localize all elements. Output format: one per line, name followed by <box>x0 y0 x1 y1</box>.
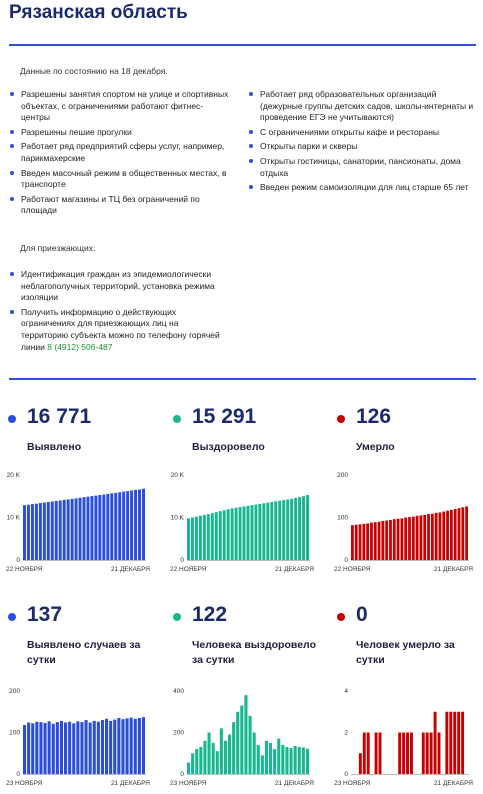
chart-bar <box>105 719 108 774</box>
chart-bar <box>454 509 457 560</box>
divider-top <box>9 44 476 46</box>
chart-bar <box>290 748 293 774</box>
chart-bar <box>52 724 55 774</box>
chart-bar <box>207 514 210 560</box>
chart-bar <box>31 723 34 774</box>
chart-bar <box>97 722 100 774</box>
x-tick-label-end: 21 ДЕКАБРЯ <box>274 780 314 787</box>
chart-bar <box>294 498 297 560</box>
chart-bar <box>431 514 434 560</box>
chart-bar <box>56 722 59 774</box>
chart-bar <box>381 521 384 560</box>
y-tick-label: 0 <box>180 557 184 564</box>
chart-bar <box>138 489 141 560</box>
chart-bar <box>138 718 141 774</box>
chart-bar <box>269 743 272 774</box>
y-tick-label: 400 <box>173 688 184 695</box>
stat-died-daily <box>337 603 477 673</box>
chart-bar <box>261 755 264 774</box>
chart-bar <box>262 503 265 560</box>
chart-bar <box>51 502 54 560</box>
chart-bar <box>374 522 377 560</box>
chart-bar <box>76 721 79 774</box>
chart-bar <box>31 504 34 560</box>
y-tick-label: 100 <box>9 729 20 737</box>
y-tick-label: 200 <box>173 729 184 737</box>
chart-bar <box>423 515 426 560</box>
chart-bar <box>93 721 96 774</box>
chart-bar <box>277 739 280 774</box>
chart-bar <box>244 695 247 774</box>
chart-bar <box>278 501 281 560</box>
chart-bar <box>203 741 206 774</box>
list-item: С ограничениями открыты кафе и рестораны <box>249 127 475 139</box>
chart-bar <box>86 497 89 560</box>
chart-bar <box>363 733 366 775</box>
chart-bar <box>243 506 246 560</box>
green-dot-icon <box>173 613 181 621</box>
chart-bar <box>64 723 67 774</box>
chart-bar <box>453 712 456 774</box>
bullet-icon <box>249 92 253 96</box>
chart-bar <box>27 723 30 774</box>
bullet-icon <box>10 310 14 314</box>
chart-bar <box>232 722 235 774</box>
stat-label: Выявлено <box>27 441 82 453</box>
chart-bar <box>302 496 305 560</box>
chart-bar <box>249 716 252 774</box>
chart-bar <box>106 494 109 560</box>
bullet-icon <box>249 144 253 148</box>
chart-bar <box>142 489 145 560</box>
chart-bar <box>442 512 445 560</box>
chart-bar <box>294 746 297 774</box>
chart-bar <box>122 492 125 560</box>
chart-bar <box>208 733 211 775</box>
chart-bar <box>75 498 78 560</box>
chart-bar <box>191 753 194 774</box>
chart-bar <box>402 733 405 775</box>
chart-bar <box>253 733 256 775</box>
y-tick-label: 100 <box>337 514 348 522</box>
chart-bar <box>23 725 26 774</box>
chart-bar <box>465 506 468 560</box>
y-tick-label: 200 <box>9 688 20 695</box>
chart-bar <box>420 515 423 560</box>
red-dot-icon <box>337 415 345 423</box>
stat-value: 0 <box>356 603 368 626</box>
restrictions-list-right <box>249 89 475 197</box>
x-tick-label-end: 21 ДЕКАБРЯ <box>433 566 473 573</box>
chart-bar <box>458 508 461 560</box>
stat-label: Умерло <box>356 441 395 453</box>
y-tick-label: 0 <box>180 771 184 778</box>
chart-bar <box>236 712 239 774</box>
hotline-phone-link[interactable]: 8 (4912) 506-487 <box>47 341 113 352</box>
chart-bar <box>113 720 116 774</box>
chart-bar <box>223 510 226 560</box>
chart-bar <box>370 523 373 560</box>
stat-detected-daily <box>8 603 158 673</box>
bullet-icon <box>10 171 14 175</box>
chart-bar <box>126 491 129 560</box>
chart-bar <box>281 745 284 774</box>
chart-bar <box>212 743 215 774</box>
chart-bar <box>60 721 63 774</box>
chart-bar <box>286 499 289 560</box>
chart-bar <box>35 504 38 560</box>
bullet-icon <box>10 92 14 96</box>
chart-bar <box>187 763 190 774</box>
list-item: Открыты парки и скверы <box>249 141 475 153</box>
list-item: Работают магазины и ТЦ без ограничений по площади <box>10 194 230 217</box>
bullet-icon <box>10 272 14 276</box>
chart-bar <box>231 508 234 560</box>
chart-recovered-daily <box>164 684 324 792</box>
list-item: Разрешены пешие прогулки <box>10 127 230 139</box>
chart-bar <box>257 745 260 774</box>
chart-bar <box>461 712 464 774</box>
y-tick-label: 2 <box>344 729 348 737</box>
x-tick-label-end: 21 ДЕКАБРЯ <box>274 566 314 573</box>
chart-bar <box>446 511 449 560</box>
chart-bar <box>83 497 86 560</box>
chart-bar <box>215 512 218 560</box>
chart-bar <box>250 505 253 560</box>
chart-bar <box>285 747 288 774</box>
list-item: Работает ряд предприятий сферы услуг, например, парикмахерские <box>10 141 230 164</box>
chart-bar <box>438 733 441 775</box>
chart-bar <box>89 723 92 774</box>
chart-bar <box>227 509 230 560</box>
chart-bar <box>43 503 46 560</box>
chart-bar <box>435 513 438 560</box>
chart-bar <box>130 718 133 774</box>
bullet-icon <box>249 185 253 189</box>
chart-bar <box>393 519 396 560</box>
chart-bar <box>101 720 104 774</box>
chart-bar <box>362 524 365 560</box>
chart-bar <box>235 508 238 560</box>
chart-bar <box>410 733 413 775</box>
chart-bar <box>290 499 293 560</box>
x-tick-label-start: 23 НОЯБРЯ <box>334 780 371 787</box>
chart-bar <box>359 524 362 560</box>
chart-bar <box>39 722 42 774</box>
y-tick-label: 0 <box>344 771 348 778</box>
stat-detected <box>8 405 158 465</box>
chart-bar <box>355 525 358 560</box>
chart-bar <box>408 517 411 560</box>
chart-bar <box>273 749 276 774</box>
list-item: Введен режим самоизоляции для лиц старше 65 лет <box>249 182 475 194</box>
chart-bar <box>240 706 243 774</box>
visitors-list <box>10 269 220 356</box>
x-tick-label-end: 21 ДЕКАБРЯ <box>110 780 150 787</box>
chart-bar <box>216 751 219 774</box>
chart-bar <box>426 733 429 775</box>
chart-bar <box>258 504 261 560</box>
list-item: Введен масочный режим в общественных местах, в транспорте <box>10 168 230 191</box>
date-text: Данные по состоянию на 18 декабря. <box>20 66 168 76</box>
chart-bar <box>434 712 437 774</box>
chart-bar <box>142 717 145 774</box>
chart-bar <box>85 720 88 774</box>
chart-bar <box>461 507 464 560</box>
chart-bar <box>126 718 129 774</box>
chart-bar <box>439 512 442 560</box>
chart-bar <box>351 525 354 560</box>
chart-bar <box>406 733 409 775</box>
chart-bar <box>68 722 71 774</box>
bullet-icon <box>249 159 253 163</box>
chart-bar <box>266 503 269 560</box>
chart-bar <box>400 518 403 560</box>
stat-label: Выздоровело <box>192 441 265 453</box>
chart-bar <box>247 506 250 560</box>
chart-bar <box>367 733 370 775</box>
x-tick-label-end: 21 ДЕКАБРЯ <box>433 780 473 787</box>
chart-detected-total <box>0 468 160 578</box>
chart-bar <box>118 492 121 560</box>
chart-bar <box>282 500 285 560</box>
chart-bar <box>90 496 93 560</box>
divider-middle <box>9 378 476 380</box>
chart-bar <box>306 749 309 774</box>
chart-bar <box>298 747 301 774</box>
chart-bar <box>39 503 42 560</box>
stat-label: Человека выздоровело за сутки <box>192 639 316 666</box>
stat-recovered <box>173 405 323 465</box>
chart-bar <box>274 501 277 560</box>
x-tick-label-start: 22 НОЯБРЯ <box>334 566 371 573</box>
chart-bar <box>422 733 425 775</box>
y-tick-label: 200 <box>337 472 348 479</box>
chart-bar <box>366 523 369 560</box>
y-tick-label: 10 K <box>170 514 184 522</box>
chart-recovered-total <box>164 468 324 578</box>
x-tick-label-end: 21 ДЕКАБРЯ <box>110 566 150 573</box>
chart-bar <box>110 493 113 560</box>
chart-bar <box>375 733 378 775</box>
chart-bar <box>450 510 453 560</box>
chart-bar <box>98 495 101 560</box>
stat-label: Выявлено случаев за сутки <box>27 639 141 666</box>
chart-bar <box>94 496 97 560</box>
y-tick-label: 0 <box>16 557 20 564</box>
chart-bar <box>80 722 83 774</box>
y-tick-label: 10 K <box>6 514 20 522</box>
chart-bar <box>117 718 120 774</box>
list-item: Работает ряд образовательных организаций (дежурные группы детских садов, школы-интернаты и проведение ЕГЭ не учитываются) <box>249 89 475 124</box>
stat-value: 122 <box>192 603 228 626</box>
chart-bar <box>378 522 381 560</box>
chart-bar <box>63 500 66 560</box>
y-tick-label: 20 K <box>170 472 184 479</box>
y-tick-label: 0 <box>344 557 348 564</box>
list-item: Разрешены занятия спортом на улице и спортивных объектах, с ограничениями работают фитнес-центры <box>10 89 230 124</box>
stat-value: 137 <box>27 603 63 626</box>
chart-bar <box>187 518 190 560</box>
chart-bar <box>219 511 222 560</box>
chart-bar <box>195 517 198 560</box>
chart-bar <box>430 733 433 775</box>
chart-bar <box>398 733 401 775</box>
chart-bar <box>228 735 231 774</box>
chart-bar <box>48 721 51 774</box>
chart-bar <box>27 505 30 560</box>
blue-dot-icon <box>8 415 16 423</box>
restrictions-list-left <box>10 89 230 220</box>
chart-bar <box>121 719 124 774</box>
chart-bar <box>130 491 133 560</box>
chart-bar <box>404 518 407 561</box>
x-tick-label-start: 22 НОЯБРЯ <box>6 566 43 573</box>
bullet-icon <box>10 197 14 201</box>
green-dot-icon <box>173 415 181 423</box>
chart-bar <box>195 749 198 774</box>
x-tick-label-start: 23 НОЯБРЯ <box>170 780 207 787</box>
chart-bar <box>71 499 74 560</box>
chart-bar <box>270 502 273 560</box>
chart-bar <box>114 493 117 560</box>
chart-bar <box>224 741 227 774</box>
chart-died-daily <box>328 684 483 792</box>
chart-bar <box>359 753 362 774</box>
chart-bar <box>191 518 194 561</box>
y-tick-label: 20 K <box>6 472 20 479</box>
list-item: Идентификация граждан из эпидемиологически неблагополучных территорий, установка режима изоляции <box>10 269 220 304</box>
chart-bar <box>199 747 202 774</box>
blue-dot-icon <box>8 613 16 621</box>
stat-label: Человек умерло за сутки <box>356 639 455 666</box>
chart-bar <box>298 497 301 560</box>
page-title: Рязанская область <box>9 2 188 23</box>
stat-value: 126 <box>356 405 392 428</box>
bullet-icon <box>10 144 14 148</box>
chart-bar <box>449 712 452 774</box>
list-item: Получить информацию о действующих ограничениях для приезжающих лиц на территорию субъекта можно по телефону горячей линии 8 (4912) 506-487 <box>10 307 220 353</box>
chart-bar <box>265 741 268 774</box>
y-tick-label: 0 <box>16 771 20 778</box>
chart-bar <box>102 495 105 560</box>
chart-bar <box>203 515 206 560</box>
chart-bar <box>385 520 388 560</box>
bullet-icon <box>249 130 253 134</box>
chart-bar <box>72 723 75 774</box>
list-item: Открыты гостиницы, санатории, пансионаты, дома отдыха <box>249 156 475 179</box>
x-tick-label-start: 22 НОЯБРЯ <box>170 566 207 573</box>
chart-bar <box>427 514 430 560</box>
chart-detected-daily <box>0 684 160 792</box>
y-tick-label: 4 <box>344 688 348 695</box>
chart-bar <box>44 723 47 774</box>
chart-bar <box>134 490 137 560</box>
chart-bar <box>389 520 392 560</box>
x-tick-label-start: 23 НОЯБРЯ <box>6 780 43 787</box>
chart-bar <box>445 712 448 774</box>
chart-bar <box>35 722 38 774</box>
chart-bar <box>416 516 419 560</box>
stat-recovered-daily <box>173 603 323 673</box>
chart-bar <box>79 498 82 560</box>
chart-bar <box>23 505 26 560</box>
chart-bar <box>457 712 460 774</box>
red-dot-icon <box>337 613 345 621</box>
chart-bar <box>412 517 415 560</box>
chart-bar <box>55 501 58 560</box>
chart-died-total <box>328 468 483 578</box>
chart-bar <box>397 519 400 560</box>
chart-bar <box>306 495 309 560</box>
visitors-heading: Для приезжающих: <box>20 243 96 253</box>
chart-bar <box>254 505 257 560</box>
chart-bar <box>302 747 305 774</box>
stat-value: 15 291 <box>192 405 257 428</box>
chart-bar <box>211 513 214 560</box>
stat-died <box>337 405 477 465</box>
chart-bar <box>134 719 137 774</box>
stat-value: 16 771 <box>27 405 92 428</box>
chart-bar <box>67 499 70 560</box>
chart-bar <box>199 516 202 560</box>
bullet-icon <box>10 130 14 134</box>
chart-bar <box>379 733 382 775</box>
chart-bar <box>239 507 242 560</box>
chart-bar <box>220 728 223 774</box>
chart-bar <box>47 502 50 560</box>
chart-bar <box>59 501 62 561</box>
chart-bar <box>109 721 112 774</box>
